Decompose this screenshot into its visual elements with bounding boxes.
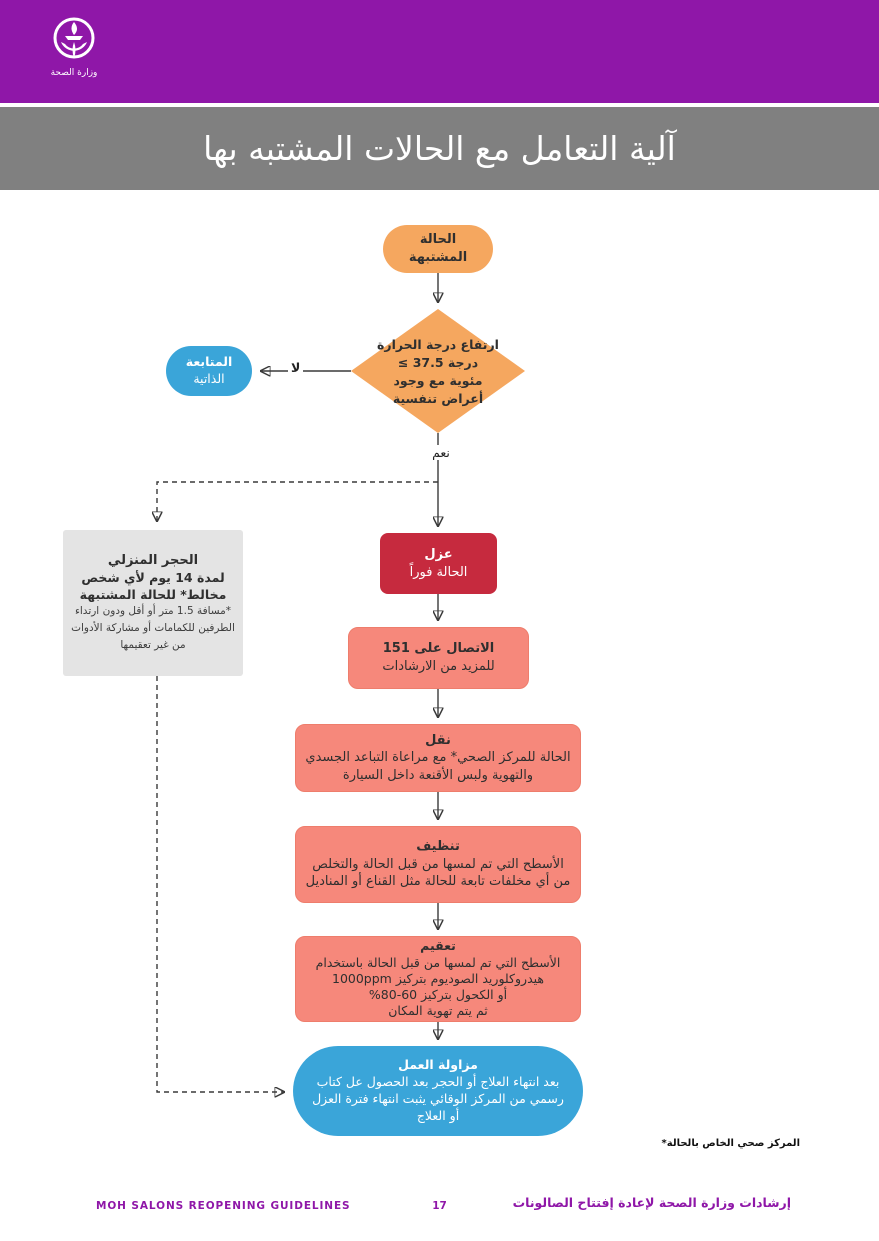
node-footnote-line: الطرفين للكمامات أو مشاركة الأدوات <box>71 622 235 635</box>
node-cleaning <box>295 826 581 903</box>
node-text-line: الحالة <box>419 232 457 248</box>
node-text-line: الأسطح التي تم لمسها من قبل الحالة والتخلص <box>312 856 564 872</box>
page-footnote: المركز صحي الخاص بالحالة* <box>661 1138 800 1149</box>
node-title: المتابعة <box>185 354 233 370</box>
node-text-line: الحالة فوراً <box>409 564 468 580</box>
footer-page-number: 17 <box>432 1200 447 1212</box>
node-decision-temperature <box>352 327 524 417</box>
node-text-line: أو الكحول بتركيز 60-80% <box>368 987 508 1003</box>
page-title: آلية التعامل مع الحالات المشتبه بها <box>203 129 676 168</box>
node-text-line: ثم يتم تهوية المكان <box>388 1003 488 1019</box>
node-text-line: هيدروكلوريد الصوديوم بتركيز 1000ppm <box>332 970 544 986</box>
node-call-151 <box>348 627 529 689</box>
node-title: الحجر المنزلي <box>107 553 199 569</box>
node-text-line: أو العلاج <box>416 1107 460 1123</box>
node-isolate-case <box>380 533 497 594</box>
node-text-line: رسمي من المركز الوقائي يثبت انتهاء فترة العزل <box>312 1091 564 1106</box>
node-title: تنظيف <box>416 839 460 855</box>
node-text-line: الحالة للمركز الصحي* مع مراعاة التباعد الجسدي <box>305 750 571 766</box>
node-text-line: والتهوية ولبس الأقنعة داخل السيارة <box>342 767 534 783</box>
node-self-monitoring <box>166 346 252 396</box>
node-text-line: المشتبهة <box>408 250 468 265</box>
node-text-line: من أي مخلفات تابعة للحالة مثل القناع أو المناديل <box>305 874 571 890</box>
edge-label-no: لا <box>288 360 303 375</box>
edge-label-yes: نعم <box>420 445 462 460</box>
moh-logo-text: وزارة الصحة <box>50 68 98 78</box>
node-suspected-case <box>383 225 493 273</box>
edge-dashed-to-quarantine <box>157 482 438 521</box>
node-text-line: بعد انتهاء العلاج أو الحجر بعد الحصول عل كتاب <box>316 1074 560 1090</box>
node-text-line: أعراض تنفسية <box>392 391 484 407</box>
node-footnote-line: من غير تعقيمها <box>120 639 186 652</box>
node-resume-work <box>293 1046 583 1136</box>
node-text-line: مخالط* للحالة المشتبهة <box>79 586 227 602</box>
node-title: نقل <box>425 732 451 748</box>
node-text-line: مئوية مع وجود <box>393 373 483 388</box>
node-title: تعقيم <box>420 938 456 954</box>
node-home-quarantine <box>63 530 243 676</box>
node-text-line: ارتفاع درجة الحرارة <box>377 336 499 352</box>
footer-arabic-title: إرشادات وزارة الصحة لإعادة إفتتاح الصالونات <box>512 1195 791 1210</box>
node-text-line: الذاتية <box>193 371 225 386</box>
node-text-line: لمدة 14 يوم لأي شخص <box>81 569 225 585</box>
node-transport-case <box>295 724 581 792</box>
edge-dashed-quarantine-to-resume <box>157 676 284 1092</box>
node-title: الاتصال على 151 <box>382 641 495 657</box>
node-text-line: ≤ 37.5 درجة <box>397 354 479 370</box>
node-text-line: الأسطح التي تم لمسها من قبل الحالة باستخدام <box>315 954 561 970</box>
footer-document-title: MOH SALONS REOPENING GUIDELINES <box>96 1200 351 1212</box>
node-title: عزل <box>424 546 453 562</box>
node-title: مزاولة العمل <box>398 1057 478 1073</box>
node-text-line: للمزيد من الارشادات <box>382 659 495 674</box>
node-footnote-line: *مسافة 1.5 متر أو أقل ودون ارتداء <box>74 605 232 618</box>
node-disinfection <box>295 936 581 1022</box>
